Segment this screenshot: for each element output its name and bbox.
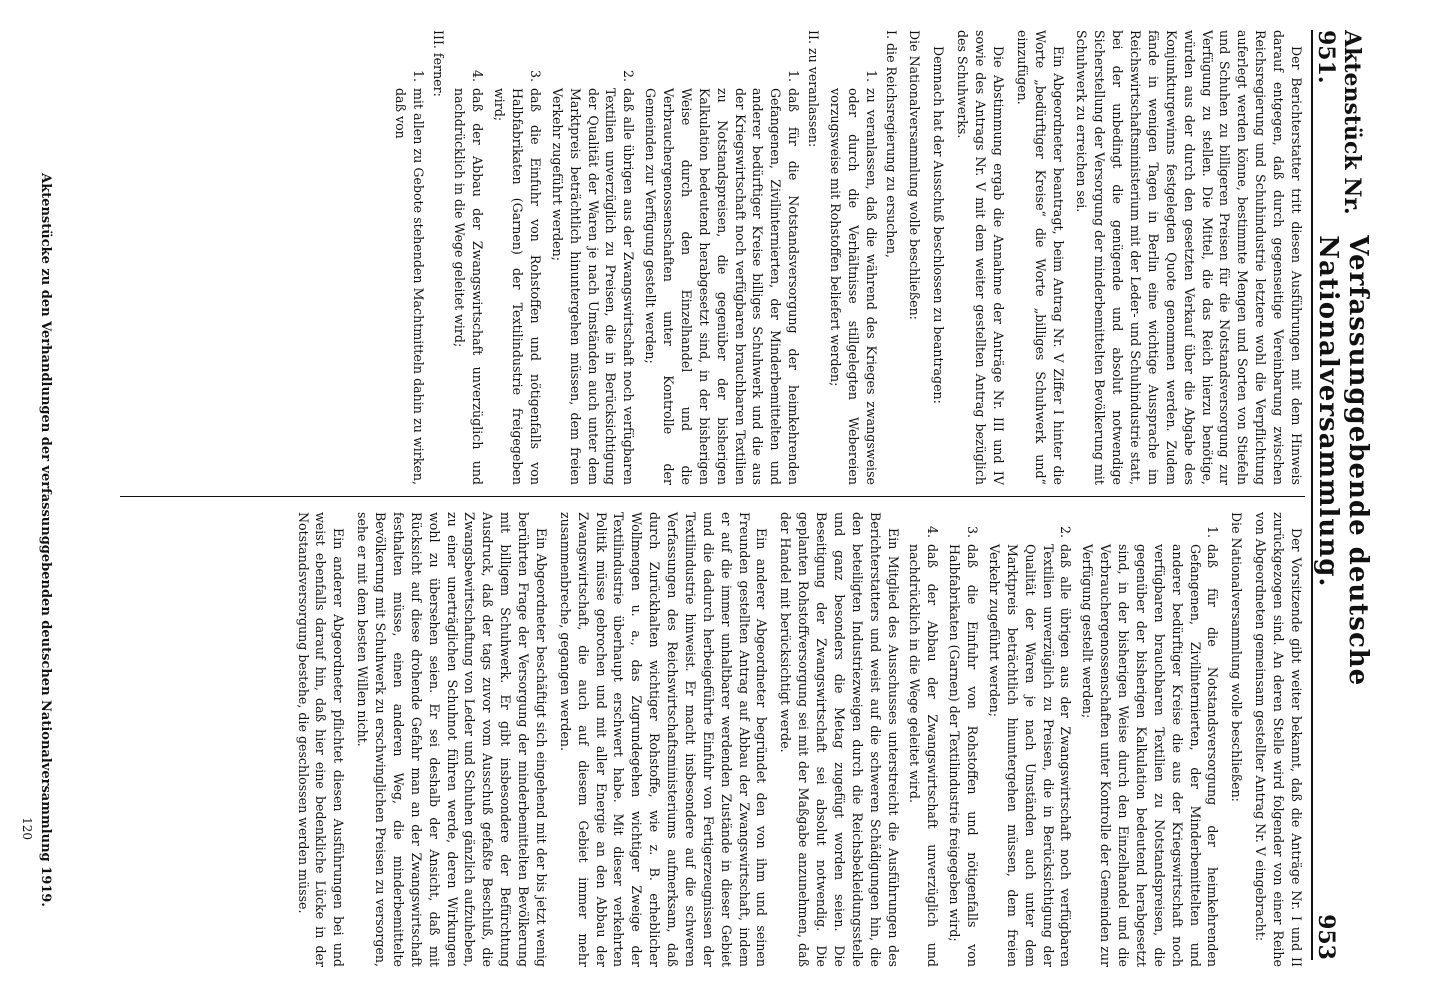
paragraph: Der Berichterstatter tritt diesen Ausführungen mit dem Hinweis darauf entgegen, daß durch gegenseitige Vereinbarung zwischen Reichsregierung und Schuhindustrie letztere wohl die Verpflichtung auferlegt werden könne, bestimmte Mengen und Sorten von Stiefeln und Schuhen zu billigeren Preisen für die Notstandsversorgung zur Verfügung zu stellen. Die Mittel, die das Reich hierzu benötige, würden aus der durch den gesetzten Verkauf über die Abgabe des Konjunkturgewinns festgelegten Quote genommen werden. Zudem fände in wenigen Tagen in Berlin eine wichtige Aussprache im Reichswirtschaftsministerium mit der Leder- und Schuhindustrie statt, bei der unbedingt die genügende und absolut notwendige Sicherstellung der Versorgung der minderbemittelten Bevölkerung mit Schuhwerk zu erreichen sei.	[1074, 30, 1304, 485]
list-item: 4. daß der Abbau der Zwangswirtschaft unverzüglich und nachdrücklich in die Wege geleitet wird;	[452, 69, 486, 485]
page-header	[1311, 30, 1373, 960]
list-item: 1. daß für die Notstandsversorgung der heimkehrenden Gefangenen, Zivilinternierten, der Minderbemittelten und anderer bedürftiger Kreise die aus der Kriegswirtschaft noch verfügbaren brauchbaren Textilien zu Notstandspreisen, die gegenüber der bisherigen Kalkulation bedeutend herabgesetzt sind, in der bisherigen Weise durch den Einzelhandel und die Verbrauchergenossenschaften unter Kontrolle der Gemeinden zur Verfügung gestellt werden;	[1080, 525, 1221, 967]
page-number: 953	[1313, 914, 1339, 960]
paragraph: Ein Abgeordneter beschäftigt sich eingehend mit der bis jetzt wenig berührten Frage der Versorgung der minderbemittelten Bevölkerung mit billigem Schuhwerk. Er gibt insbesondere der Befürchtung Ausdruck, daß der tags zuvor vom Ausschuß gefaßte Beschluß, die Zwangsbewirtschaftung von Leder und Schuhen gänzlich aufzuheben, zu einer unerträglichen Schuhnot führen werde, deren Wirkungen wohl zu übersehen seien. Er sei deshalb der Ansicht, daß mit Rücksicht auf diese drohende Gefahr man an der Zwangswirtschaft festhalten müsse, einen anderen Weg, die minderbemittelte Bevölkerung mit Schuhwerk zu erschwinglichen Preisen zu versorgen, sehe er mit dem besten Willen nicht.	[355, 512, 549, 967]
paragraph: Ein anderer Abgeordneter pflichtet diesen Ausführungen bei und weist ebenfalls darauf hin, daß hier eine bedenkliche Lücke in der Notstandsversorgung bestehe, die geschlossen werden müsse.	[295, 512, 347, 967]
column-divider	[120, 496, 1305, 497]
roman-heading: II. zu veranlassen:	[806, 30, 822, 148]
list-item: 4. daß der Abbau der Zwangswirtschaft unverzüglich und nachdrücklich in die Wege geleitet wird.	[907, 525, 941, 967]
document-number: Aktenstück Nr. 951.	[1313, 30, 1365, 215]
list-item: 3. daß die Einfuhr von Rohstoffen und nötigenfalls von Halbfabrikaten (Garnen) der Textilindustrie freigegeben wird;	[492, 69, 543, 485]
page-title: Verfassunggebende deutsche Nationalversammlung.	[1313, 235, 1373, 687]
page-footer: Aktenstücke zu den Verhandlungen der verfassunggebenden deutschen Nationalversammlung 1919.	[38, 173, 53, 907]
list-item: 2. daß alle übrigen aus der Zwangswirtschaft noch verfügbaren Textilien unverzüglich zu Preisen, die in Berücksichtigung der Qualität der Waren je nach Umständen auch unter dem Marktpreis beträchtlich hinuntergehen müssen, dem freien Verkehr zugeführt werden;	[987, 525, 1074, 967]
list-item: 2. daß alle übrigen aus der Zwangswirtschaft noch verfügbaren Textilien unverzüglich zu Preisen, die in Berücksichtigung der Qualität der Waren je nach Umständen auch unter dem Marktpreis beträchtlich hinuntergehen müssen, dem freien Verkehr zugeführt werden;	[549, 69, 637, 485]
roman-heading: I. die Reichsregierung zu ersuchen,	[883, 30, 899, 258]
text-column-left	[95, 30, 1305, 485]
paragraph: Die Nationalversammlung wolle beschließen:	[907, 30, 923, 320]
paragraph: Die Nationalversammlung wolle beschließen:	[1229, 512, 1245, 802]
paragraph: Ein anderer Abgeordneter begründet den von ihm und seinen Freunden gestellten Antrag auf Abbau der Zwangswirtschaft, indem er auf die immer unhaltbarer werdenden Zustände in dieser Gebiet und die dadurch herbeigeführte Einfuhr von Fertigerzeugnissen der Textilindustrie hinweist. Er macht insbesondere auf die schweren Verfassungen des Reichswirtschaftsministeriums aufmerksam, daß durch Zurückhalten wichtiger Rohstoffe, wie z. B. erheblicher Wollmengen u. a., das Zugrundegehen wichtiger Zweige der Textilindustrie überhaupt erschwert habe. Mit dieser verkehrten Politik müsse gebrochen und mit aller Energie an den Abbau der Zwangswirtschaft, die auch auf diesem Gebiet immer mehr zusammenbreche, gegangen werden.	[557, 512, 770, 967]
list-item: 1. mit allen zu Gebote stehenden Machtmitteln dahin zu wirken, daß von	[392, 69, 426, 485]
text-column-right	[95, 512, 1305, 967]
paragraph: Der Vorsitzende gibt weiter bekannt, daß die Anträge Nr. I und II zurückgezogen sind. An deren Stelle wird folgender von einer Reihe von Abgeordneten gemeinsam gestellter Antrag Nr. V eingebracht:	[1253, 512, 1304, 967]
paragraph: Demnach hat der Ausschuß beschlossen zu beantragen:	[931, 46, 947, 404]
list-item: 1. zu veranlassen, daß die während des Krieges zwangsweise oder durch die Verhältnisse stillgelegten Webereien vorzugsweise mit Rohstoffen beliefert werden;	[828, 69, 879, 485]
list-item: 1. daß für die Notstandsversorgung der heimkehrenden Gefangenen, Zivilinternierten, der Minderbemittelten und anderer bedürftiger Kreise billiges Schuhwerk und die aus der Kriegswirtschaft noch verfügbaren brauchbaren Textilien zu Notstandspreisen, die gegenüber der bisherigen Kalkulation bedeutend herabgesetzt sind, in der bisherigen Weise durch den Einzelhandel und die Verbrauchergenossenschaften unter Kontrolle der Gemeinden zur Verfügung gestellt werden;	[643, 69, 802, 485]
paragraph: Ein Abgeordneter beantragt, beim Antrag Nr. V Ziffer I hinter die Worte „bedürftiger Kreise“ die Worte „billiges Schuhwerk und“ einzufügen.	[1014, 30, 1066, 485]
list-item: 3. daß die Einfuhr von Rohstoffen und nötigenfalls von Halbfabrikaten (Garnen) der Textilindustrie freigegeben wird;	[947, 525, 981, 967]
sheet-number: 120	[20, 817, 34, 840]
paragraph: Die Abstimmung ergab die Annahme der Anträge Nr. III und IV sowie des Antrags Nr. V mit dem weiter gestellten Antrag bezüglich des Schuhwerks.	[955, 30, 1006, 485]
roman-heading: III. ferner:	[430, 30, 446, 97]
paragraph: Ein Mitglied des Ausschusses unterstreicht die Ausführungen des Berichterstatters und weist auf die schweren Schädigungen hin, die den beteiligten Industriezweigen durch die Reichsbekleidungsstelle und ganz besonders die Metag zugefügt worden seien. Die Beseitigung der Zwangswirtschaft sei absolut notwendig. Die geplanten Rohstoffversorgung sei mit der Maßgabe anzunehmen, daß der Handel mit berücksichtigt werde.	[778, 512, 901, 967]
